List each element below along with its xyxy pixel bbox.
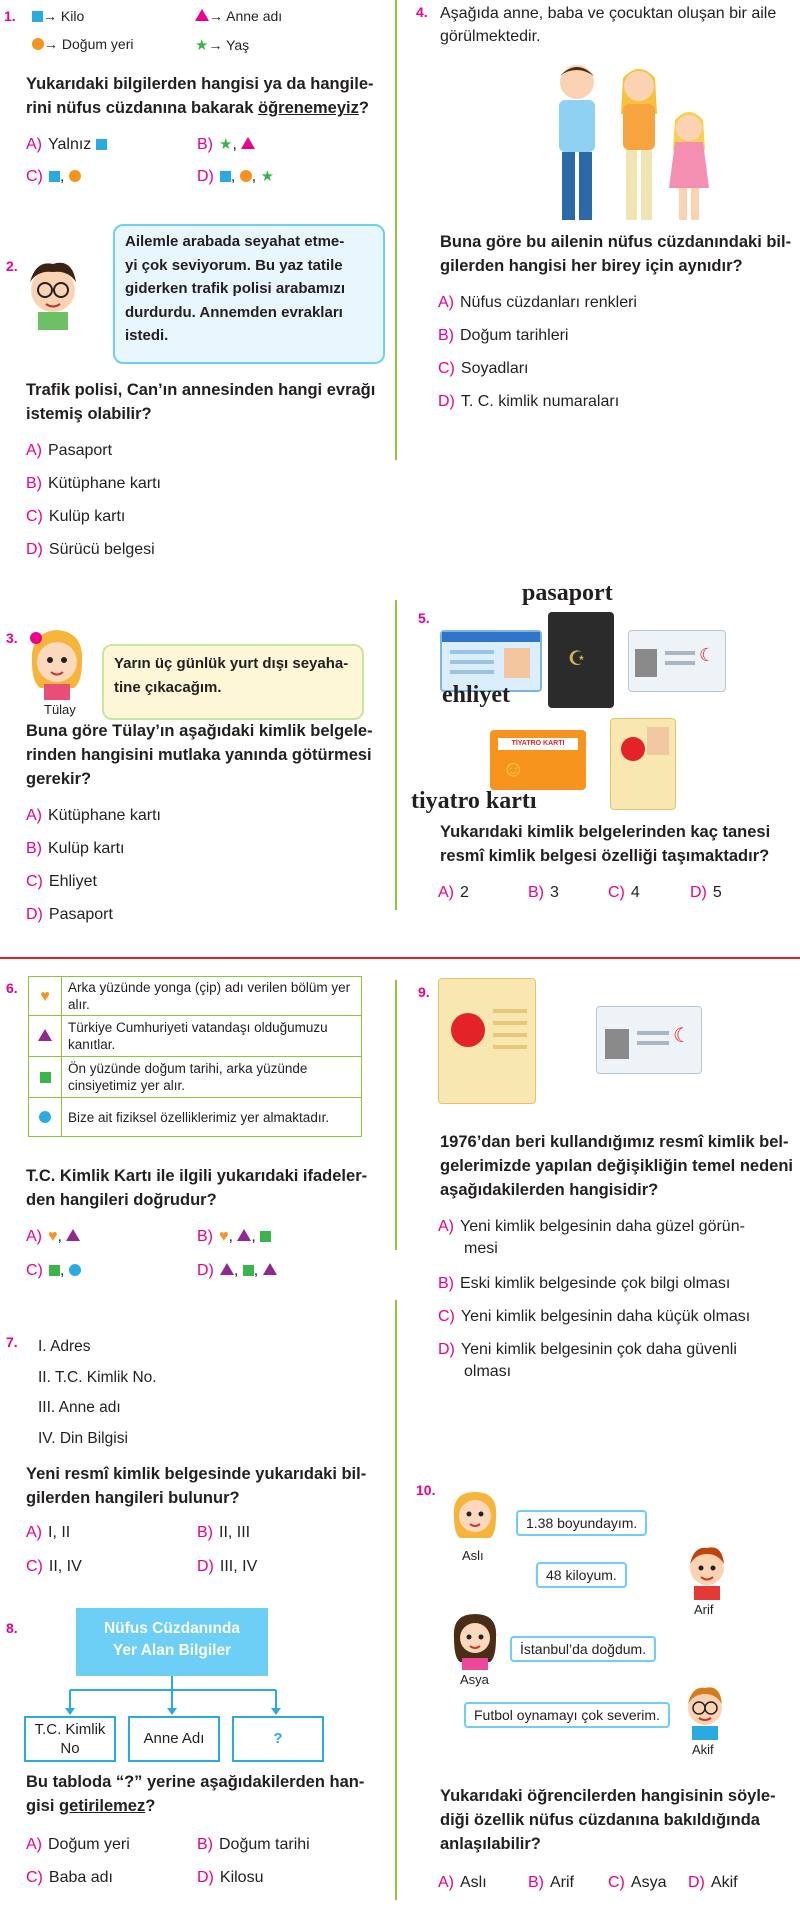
table-row: Bize ait fiziksel özelliklerimiz yer almaktadır. <box>29 1098 362 1137</box>
question-number: 10. <box>416 1482 436 1498</box>
diagram-header: Nüfus Cüzdanında Yer Alan Bilgiler <box>76 1608 268 1676</box>
option-c[interactable]: C) Yeni kimlik belgesinin daha küçük olması <box>438 1308 751 1325</box>
table-row: Türkiye Cumhuriyeti vatandaşı olduğumuzu kanıtlar. <box>29 1016 362 1057</box>
boy-can-illustration <box>18 252 88 332</box>
speech-bubble: Yarın üç günlük yurt dışı seyaha- tine çıkacağım. <box>102 644 364 720</box>
box-anne-adi: Anne Adı <box>128 1716 220 1762</box>
green-star-icon: ★ <box>219 136 233 153</box>
id-card-image <box>628 630 726 692</box>
speech-chip: Futbol oynamayı çok severim. <box>464 1702 670 1728</box>
character-name: Aslı <box>462 1548 484 1563</box>
option-b[interactable]: B) 3 <box>528 884 559 901</box>
character-name: Arif <box>694 1602 714 1617</box>
theatre-card-title: TİYATRO KARTI <box>498 738 578 750</box>
option-d[interactable]: D) Kilosu <box>197 1869 264 1886</box>
option-d[interactable]: D) T. C. kimlik numaraları <box>438 393 620 410</box>
speech-chip: İstanbul’da doğdum. <box>510 1636 656 1662</box>
speech-chip: 48 kiloyum. <box>536 1562 627 1588</box>
question-number: 4. <box>416 4 428 20</box>
purple-triangle-icon <box>66 1229 80 1241</box>
legend-kilo: → Kilo <box>32 8 84 24</box>
diagram-connectors <box>20 1676 340 1716</box>
option-a[interactable]: A) Doğum yeri <box>26 1836 130 1853</box>
question-number: 2. <box>6 258 18 274</box>
purple-triangle-icon <box>263 1263 277 1275</box>
roman-list <box>38 1332 157 1454</box>
pink-triangle-icon <box>195 9 209 21</box>
blue-square-icon <box>32 11 43 22</box>
option-b[interactable]: B) Doğum tarihi <box>197 1836 310 1853</box>
label-ehliyet: ehliyet <box>442 682 510 708</box>
table-row: ♥ Arka yüzünde yonga (çip) adı verilen bölüm yer alır. <box>29 977 362 1016</box>
option-d[interactable]: D) Pasaport <box>26 906 113 923</box>
option-b[interactable]: B) Arif <box>528 1874 574 1891</box>
option-a[interactable]: A) Yeni kimlik belgesinin daha güzel görün- mesi <box>438 1218 745 1257</box>
list-item: IV. Din Bilgisi <box>38 1429 128 1447</box>
blue-square-icon <box>49 171 60 182</box>
option-c[interactable]: C) , <box>26 166 81 188</box>
option-a[interactable]: A) Aslı <box>438 1874 487 1891</box>
question-number: 7. <box>6 1334 18 1350</box>
option-b[interactable]: B) II, III <box>197 1524 251 1541</box>
option-d[interactable]: D) Akif <box>688 1874 738 1891</box>
list-item: I. Adres <box>38 1338 91 1355</box>
green-square-icon <box>49 1265 60 1276</box>
heart-icon: ♥ <box>219 1228 229 1245</box>
option-c[interactable]: C) Soyadları <box>438 360 529 377</box>
theatre-card-image <box>490 730 586 790</box>
option-a[interactable]: A) Pasaport <box>26 442 113 459</box>
question-number: 9. <box>418 984 430 1000</box>
label-pasaport: pasaport <box>522 580 613 606</box>
question-text: 1976’dan beri kullandığımız resmî kimlik bel- gelerimizde yapılan değişikliğin temel nedeni aşağıdakilerden hangisidir? <box>440 1133 794 1199</box>
boy-akif-illustration <box>678 1680 732 1742</box>
question-text: Bu tabloda “?” yerine aşağıdakilerden han- gisi getirilemez? <box>26 1773 365 1815</box>
option-a[interactable]: A) I, II <box>26 1524 71 1541</box>
question-text: Trafik polisi, Can’ın annesinden hangi evrağı istemiş olabilir? <box>26 381 376 423</box>
option-a[interactable]: A) ♥, <box>26 1226 80 1248</box>
question-text: Buna göre Tülay’ın aşağıdaki kimlik belgele- rinden hangisini mutlaka yanında götürmesi gerekir? <box>26 722 373 788</box>
family-illustration <box>535 58 725 228</box>
list-item: III. Anne adı <box>38 1399 121 1416</box>
label-tiyatro: tiyatro kartı <box>411 788 537 814</box>
purple-triangle-icon <box>38 1029 52 1041</box>
option-c[interactable]: C) Kulüp kartı <box>26 508 126 525</box>
option-d[interactable]: D) Sürücü belgesi <box>26 541 155 558</box>
question-number: 3. <box>6 630 18 646</box>
pink-triangle-icon <box>241 137 255 149</box>
legend-anne: → Anne adı <box>195 8 282 24</box>
legend-yas: ★→ Yaş <box>195 37 250 54</box>
character-name: Asya <box>460 1672 489 1687</box>
table-row: Ön yüzünde doğum tarihi, arka yüzünde cinsiyetimiz yer alır. <box>29 1057 362 1098</box>
orange-circle-icon <box>69 170 81 182</box>
option-a[interactable]: A) 2 <box>438 884 469 901</box>
girl-asya-illustration <box>448 1608 502 1670</box>
option-d[interactable]: D) , , ★ <box>197 168 275 185</box>
option-b[interactable]: B) Kütüphane kartı <box>26 475 161 492</box>
boy-arif-illustration <box>680 1540 734 1602</box>
green-square-icon <box>260 1231 271 1242</box>
option-d[interactable]: D) 5 <box>690 884 722 901</box>
question-text: Yeni resmî kimlik belgesinde yukarıdaki bil- gilerden hangileri bulunur? <box>26 1465 367 1507</box>
speech-bubble: Ailemle arabada seyahat etme- yi çok seviyorum. Bu yaz tatile giderken trafik polisi arabamızı durdurdu. Annemden evrakları istedi. <box>113 224 385 364</box>
option-b[interactable]: B) ★, <box>197 134 255 156</box>
box-tc-kimlik: T.C. Kimlik No <box>24 1716 116 1762</box>
question-number: 1. <box>4 8 16 24</box>
new-id-card-image <box>596 1006 702 1074</box>
purple-triangle-icon <box>220 1263 234 1275</box>
option-d[interactable]: D) Yeni kimlik belgesinin çok daha güvenli olması <box>438 1341 737 1380</box>
question-text: Yukarıdaki bilgilerden hangisi ya da hangile- rini nüfus cüzdanına bakarak öğrenemeyiz? <box>26 75 374 117</box>
question-text: Buna göre bu ailenin nüfus cüzdanındaki bil- gilerden hangisi her birey için aynıdır? <box>440 233 792 275</box>
option-a[interactable]: A) Nüfus cüzdanları renkleri <box>438 294 637 311</box>
heart-icon: ♥ <box>40 987 50 1005</box>
question-text: T.C. Kimlik Kartı ile ilgili yukarıdaki ifadeler- den hangileri doğrudur? <box>26 1167 368 1209</box>
option-a[interactable]: A) Yalnız <box>26 134 107 156</box>
statements-table <box>28 976 362 1137</box>
old-id-card-image <box>610 718 676 810</box>
option-c[interactable]: C) Baba adı <box>26 1869 113 1886</box>
question-text: Yukarıdaki öğrencilerden hangisinin söyle- diği özellik nüfus cüzdanına bakıldığında anlaşılabilir? <box>440 1787 776 1853</box>
green-square-icon <box>243 1265 254 1276</box>
girl-tulay-illustration <box>22 622 92 702</box>
character-name: Akif <box>692 1742 714 1757</box>
box-question-mark: ? <box>232 1716 324 1762</box>
green-star-icon: ★ <box>195 37 209 54</box>
purple-triangle-icon <box>237 1229 251 1241</box>
question-text: Yukarıdaki kimlik belgelerinden kaç tanesi resmî kimlik belgesi özelliği taşımaktadır? <box>440 823 771 865</box>
orange-circle-icon <box>32 38 44 50</box>
speech-chip: 1.38 boyundayım. <box>516 1510 647 1536</box>
question-intro: Aşağıda anne, baba ve çocuktan oluşan bir aile görülmektedir. <box>440 5 777 45</box>
option-b[interactable]: B) Kulüp kartı <box>26 840 125 857</box>
blue-square-icon <box>220 171 231 182</box>
old-id-card-image <box>438 978 536 1104</box>
blue-circle-icon <box>69 1264 81 1276</box>
crescent-icon: ☾ <box>673 1025 691 1047</box>
option-c[interactable]: C) Ehliyet <box>26 873 97 890</box>
list-item: II. T.C. Kimlik No. <box>38 1368 157 1386</box>
option-b[interactable]: B) Doğum tarihleri <box>438 327 569 344</box>
passport-image <box>548 612 614 708</box>
heart-icon: ♥ <box>48 1228 58 1245</box>
character-name: Tülay <box>44 702 76 717</box>
green-square-icon <box>40 1072 51 1083</box>
girl-asli-illustration <box>448 1486 502 1548</box>
option-b[interactable]: B) ♥, , <box>197 1226 271 1248</box>
option-c[interactable]: C) , <box>26 1260 81 1282</box>
blue-square-icon <box>96 139 107 150</box>
orange-circle-icon <box>240 170 252 182</box>
blue-circle-icon <box>39 1111 51 1123</box>
page-divider <box>0 957 800 959</box>
crescent-star-icon: ☪ <box>568 648 586 670</box>
option-d[interactable]: D) , , <box>197 1260 277 1282</box>
question-number: 5. <box>418 610 430 626</box>
option-b[interactable]: B) Eski kimlik belgesinde çok bilgi olması <box>438 1275 731 1292</box>
crescent-icon: ☾ <box>699 645 716 665</box>
option-c[interactable]: C) II, IV <box>26 1558 82 1575</box>
option-a[interactable]: A) Kütüphane kartı <box>26 807 161 824</box>
legend-dogum: → Doğum yeri <box>32 36 133 52</box>
option-d[interactable]: D) III, IV <box>197 1558 258 1575</box>
option-c[interactable]: C) Asya <box>608 1874 667 1891</box>
question-number: 8. <box>6 1620 18 1636</box>
option-c[interactable]: C) 4 <box>608 884 640 901</box>
green-star-icon: ★ <box>260 168 275 185</box>
question-number: 6. <box>6 980 18 996</box>
theatre-mask-icon: ☺ <box>502 756 525 781</box>
